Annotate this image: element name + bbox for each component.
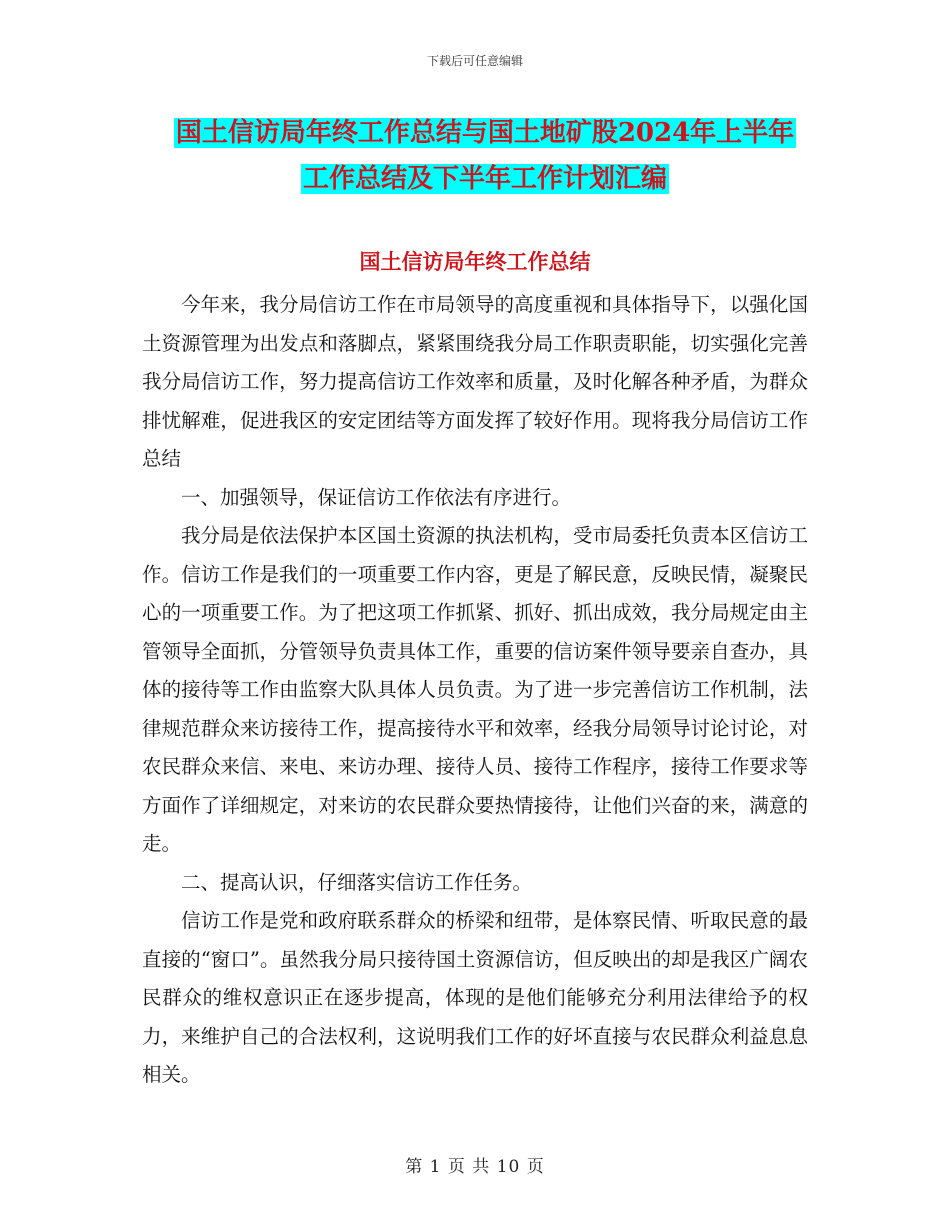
- page-header-note: 下载后可任意编辑: [426, 54, 523, 68]
- document-title-line-2: 工作总结及下半年工作计划汇编: [302, 164, 667, 194]
- page-footer: 第 1 页 共 10 页: [405, 1157, 545, 1177]
- section-title: 国土信访局年终工作总结: [359, 249, 591, 274]
- document-body: [142, 286, 808, 1095]
- document-title-line-1: 国土信访局年终工作总结与国土地矿股2024年上半年: [175, 118, 795, 148]
- paragraph: 今年来，我分局信访工作在市局领导的高度重视和具体指导下，以强化国土资源管理为出发点和落脚点，紧紧围绕我分局工作职责职能，切实强化完善我分局信访工作，努力提高信访工作效率和质量，及时化解各种矛盾，为群众排忧解难，促进我区的安定团结等方面发挥了较好作用。现将我分局信访工作总结: [142, 293, 808, 470]
- paragraph-heading: 一、加强领导，保证信访工作依法有序进行。: [181, 485, 572, 509]
- document-title: [140, 110, 830, 202]
- paragraph-heading: 二、提高认识，仔细落实信访工作任务。: [181, 870, 533, 894]
- paragraph: 信访工作是党和政府联系群众的桥梁和纽带，是体察民情、听取民意的最直接的“窗口”。虽然我分局只接待国土资源信访，但反映出的却是我区广阔农民群众的维权意识正在逐步提高，体现的是他们能够充分利用法律给予的权力，来维护自己的合法权利，这说明我们工作的好坏直接与农民群众利益息息相关。: [142, 909, 808, 1086]
- paragraph: 我分局是依法保护本区国土资源的执法机构，受市局委托负责本区信访工作。信访工作是我们的一项重要工作内容，更是了解民意，反映民情，凝聚民心的一项重要工作。为了把这项工作抓紧、抓好、抓出成效，我分局规定由主管领导全面抓，分管领导负责具体工作，重要的信访案件领导要亲自查办，具体的接待等工作由监察大队具体人员负责。为了进一步完善信访工作机制，法律规范群众来访接待工作，提高接待水平和效率，经我分局领导讨论讨论，对农民群众来信、来电、来访办理、接待人员、接待工作程序，接待工作要求等方面作了详细规定，对来访的农民群众要热情接待，让他们兴奋的来，满意的走。: [142, 524, 808, 855]
